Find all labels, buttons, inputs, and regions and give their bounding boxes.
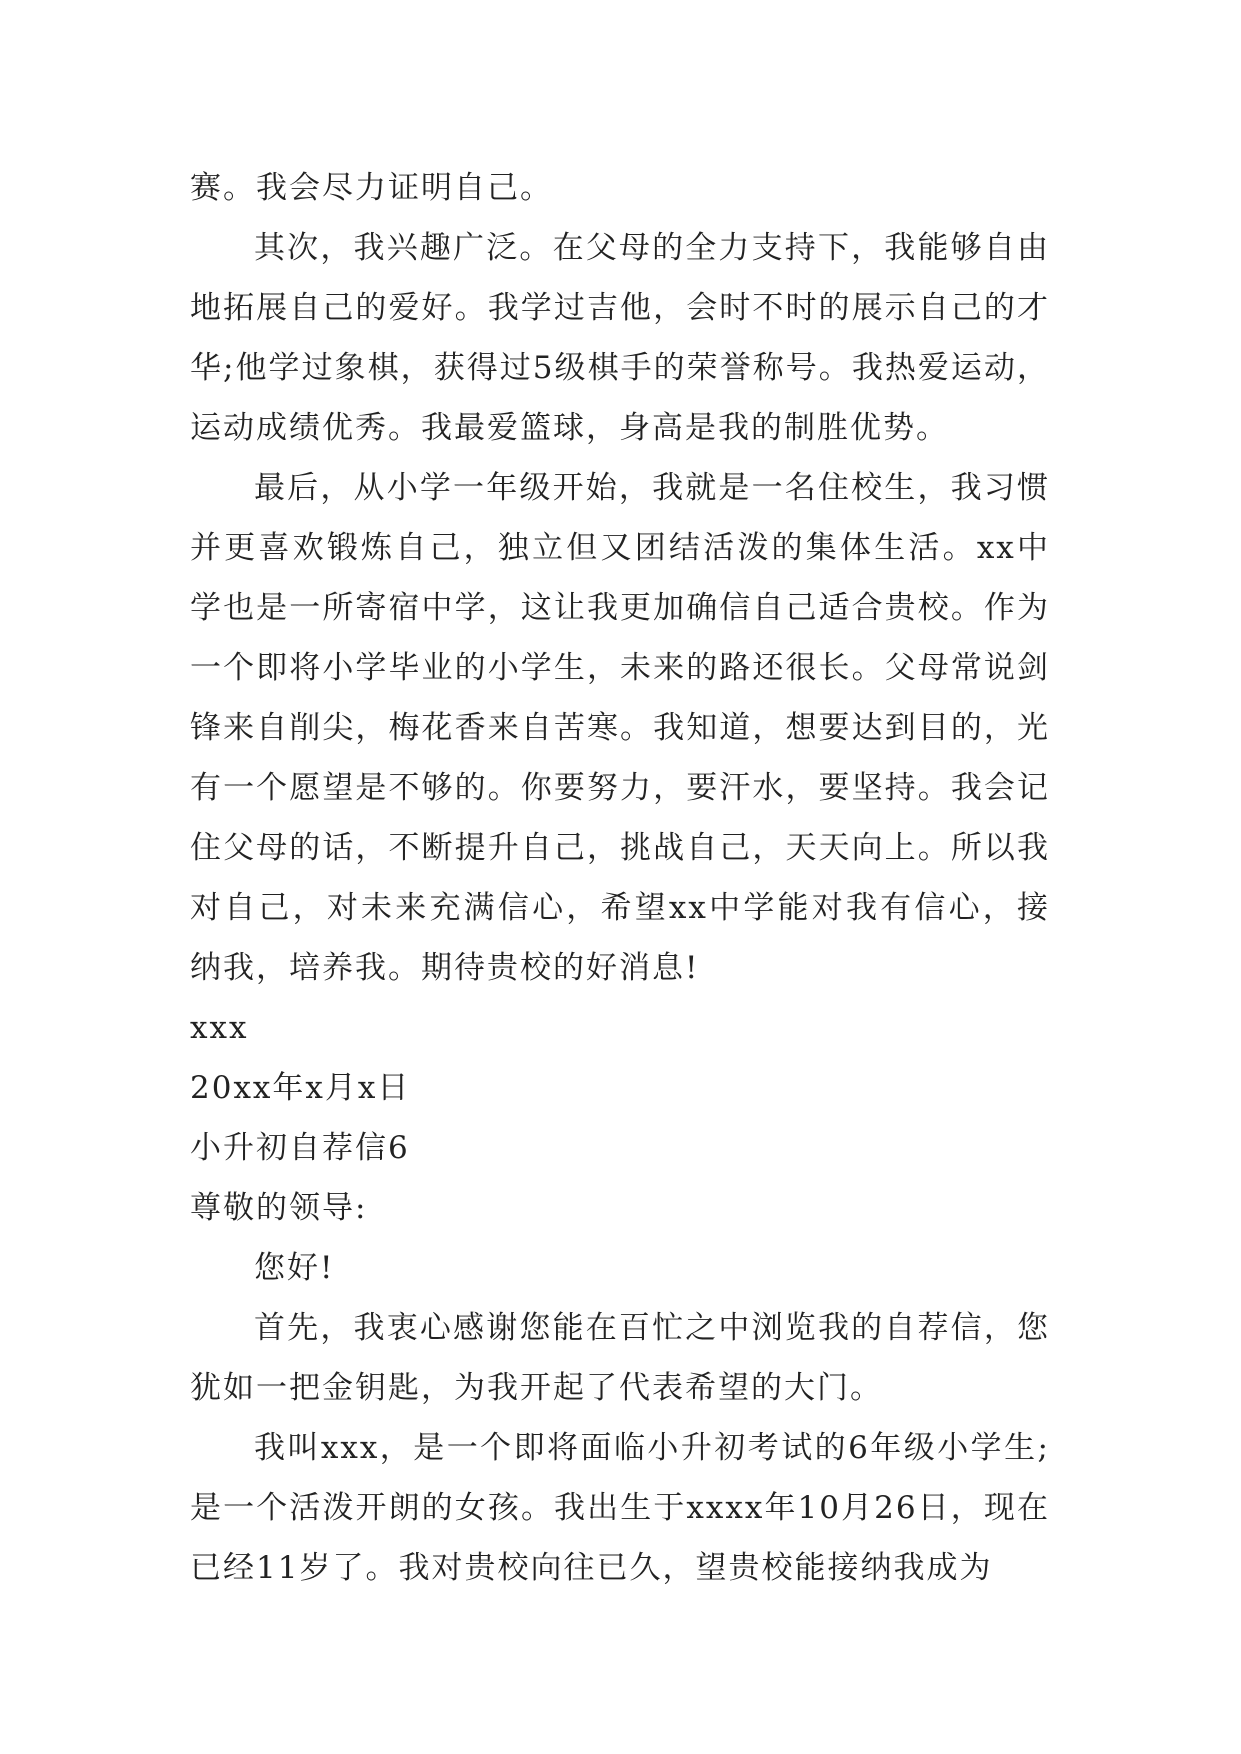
- paragraph-thanks: 首先，我衷心感谢您能在百忙之中浏览我的自荐信，您犹如一把金钥匙，为我开起了代表希望的大门。: [190, 1310, 1050, 1406]
- greeting: 您好!: [254, 1250, 335, 1286]
- paragraph-1: 赛。我会尽力证明自己。: [190, 170, 553, 206]
- paragraph-hobbies: 其次，我兴趣广泛。在父母的全力支持下，我能够自由地拓展自己的爱好。我学过吉他，会时不时的展示自己的才华;他学过象棋，获得过5级棋手的荣誉称号。我热爱运动，运动成绩优秀。我最爱篮球，身高是我的制胜优势。: [190, 230, 1050, 446]
- letter-heading: 小升初自荐信6: [190, 1130, 410, 1166]
- paragraph-introduction: 我叫xxx，是一个即将面临小升初考试的6年级小学生;是一个活泼开朗的女孩。我出生于xxxx年10月26日，现在已经11岁了。我对贵校向往已久，望贵校能接纳我成为: [190, 1430, 1050, 1586]
- signature-name: xxx: [190, 1010, 249, 1046]
- salutation: 尊敬的领导:: [190, 1190, 368, 1226]
- letter-body: [190, 158, 1050, 1598]
- letter-date: 20xx年x月x日: [190, 1070, 411, 1106]
- paragraph-boarding: 最后，从小学一年级开始，我就是一名住校生，我习惯并更喜欢锻炼自己，独立但又团结活泼的集体生活。xx中学也是一所寄宿中学，这让我更加确信自己适合贵校。作为一个即将小学毕业的小学生，未来的路还很长。父母常说剑锋来自削尖，梅花香来自苦寒。我知道，想要达到目的，光有一个愿望是不够的。你要努力，要汗水，要坚持。我会记住父母的话，不断提升自己，挑战自己，天天向上。所以我对自己，对未来充满信心，希望xx中学能对我有信心，接纳我，培养我。期待贵校的好消息!: [190, 470, 1050, 986]
